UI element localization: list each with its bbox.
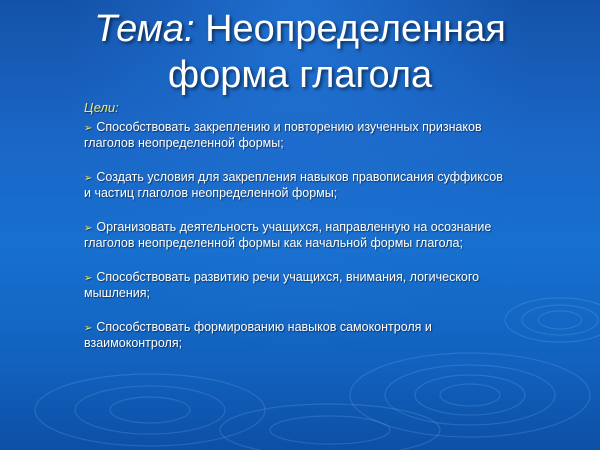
chevron-right-icon: ➢ [84, 273, 93, 284]
goal-item [84, 320, 504, 350]
goal-text: Способствовать закреплению и повторению изученных признаков глаголов неопределенной формы; [84, 120, 482, 150]
goal-item [84, 220, 504, 250]
goal-text: Организовать деятельность учащихся, направленную на осознание глаголов неопределенной формы как начальной формы глагола; [84, 220, 492, 250]
title-prefix: Тема: [94, 8, 195, 50]
chevron-right-icon: ➢ [84, 173, 93, 184]
chevron-right-icon: ➢ [84, 223, 93, 234]
goal-item [84, 170, 504, 200]
goal-item [84, 120, 504, 150]
chevron-right-icon: ➢ [84, 323, 93, 334]
chevron-right-icon: ➢ [84, 123, 93, 134]
goals-list [84, 120, 504, 350]
goal-text: Способствовать формированию навыков самоконтроля и взаимоконтроля; [84, 320, 432, 350]
goal-text: Создать условия для закрепления навыков правописания суффиксов и частиц глаголов неопределенной формы; [84, 170, 503, 200]
title-line1-text: Неопределенная [205, 8, 506, 50]
goals-section [84, 101, 504, 370]
goals-label: Цели: [84, 100, 119, 115]
slide-title [0, 6, 600, 98]
slide-title-line1 [0, 6, 600, 52]
slide-title-line2: форма глагола [167, 54, 433, 96]
goal-text: Способствовать развитию речи учащихся, внимания, логического мышления; [84, 270, 480, 300]
goal-item [84, 270, 504, 300]
